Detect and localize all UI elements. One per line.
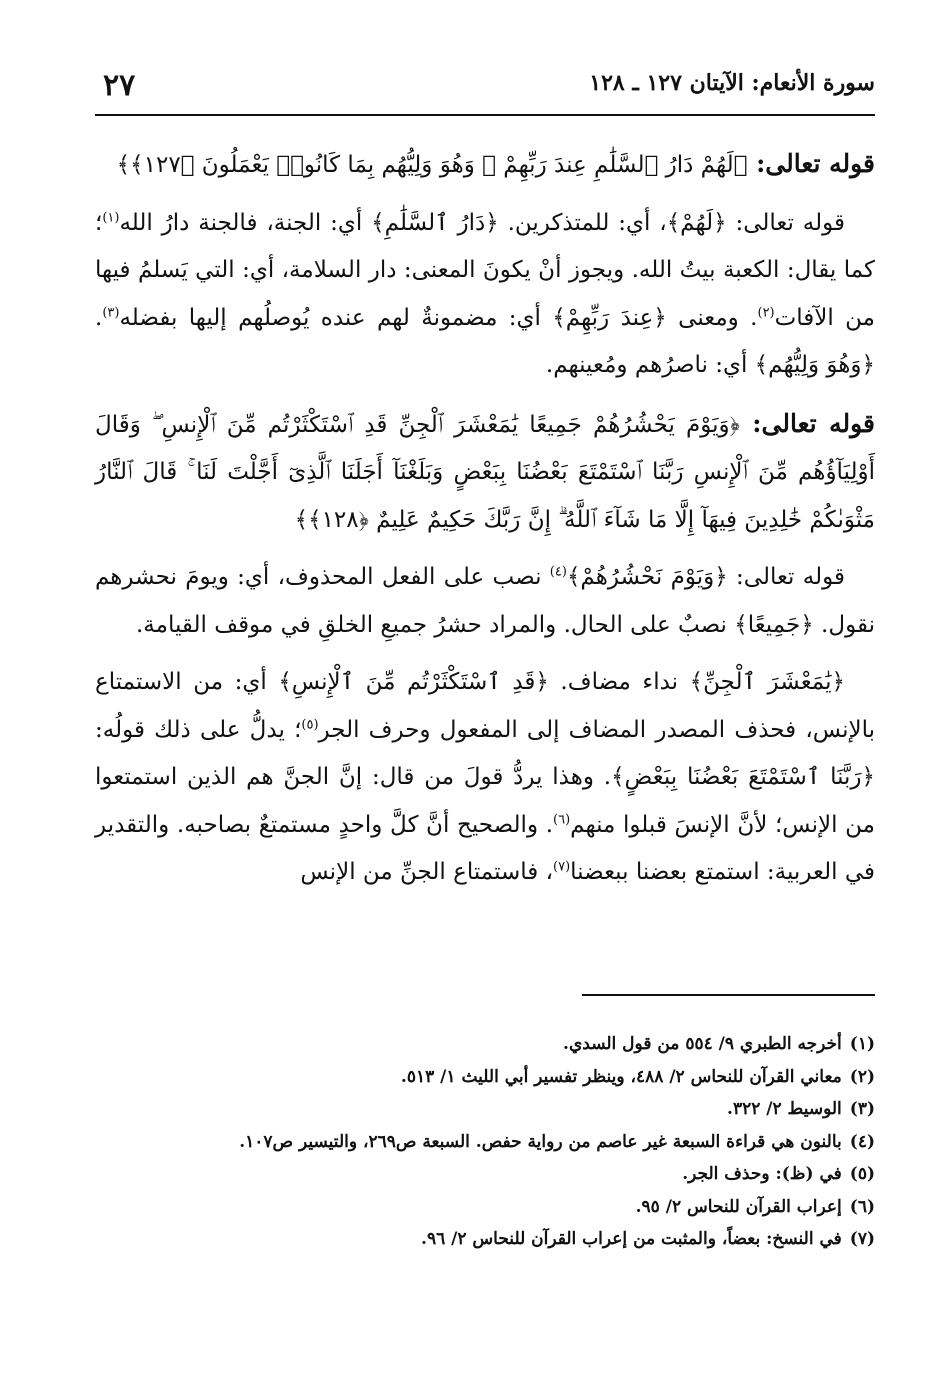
footnote-ref: (٧)	[553, 859, 571, 875]
footnote	[95, 1126, 875, 1159]
footnote-text: بالنون هي قراءة السبعة غير عاصم من رواية حفص. السبعة ص٢٦٩، والتيسير ص١٠٧.	[239, 1131, 842, 1152]
quran-verse: ﴿وَيَوْمَ يَحْشُرُهُمْ جَمِيعًا يَٰمَعْشَرَ ٱلْجِنِّ قَدِ ٱسْتَكْثَرْتُم مِّنَ ٱلْإِنسِ ۖ وَقَالَ أَوْلِيَآؤُهُم مِّنَ ٱلْإِنسِ رَبَّنَا ٱسْتَمْتَعَ بَعْضُنَا بِبَعْضٍ وَبَلَغْنَآ أَجَلَنَا ٱلَّذِىٓ أَجَّلْتَ لَنَا ۚ قَالَ ٱلنَّارُ مَثْوَىٰكُمْ خَٰلِدِينَ فِيهَآ إِلَّا مَا شَآءَ ٱللَّهُ ۗ إِنَّ رَبَّكَ حَكِيمٌ عَلِيمٌ ﴿١٢٨﴾﴾	[95, 411, 875, 533]
quran-verse: ﴿لَهُمْ دَارُ ٱلسَّلَٰمِ عِندَ رَبِّهِمْ ۖ وَهُوَ وَلِيُّهُم بِمَا كَانُوا۟ يَعْمَلُونَ ﴿١٢٧﴾﴾	[116, 152, 748, 178]
footnote-number: (٧)	[849, 1229, 875, 1249]
footnote-text: معاني القرآن للنحاس ٢/ ٤٨٨، وينظر تفسير أبي الليث ١/ ٥١٣.	[400, 1066, 842, 1087]
page-number: ٢٧	[103, 68, 136, 103]
footnote-number: (٤)	[849, 1131, 875, 1152]
footnote-text: إعراب القرآن للنحاس ٢/ ٩٥.	[635, 1196, 842, 1217]
footnote-ref: (٢)	[757, 304, 775, 320]
text-segment: ؛ يدلُّ على ذلك قولُه: ﴿رَبَّنَا ٱسْتَمْتَعَ بَعْضُنَا بِبَعْضٍ﴾. وهذا يردُّ قولَ من قال: إنَّ الجنَّ هم الذين استمتعوا من الإنس؛ لأنَّ الإنسَ قبلوا منهم	[95, 716, 876, 838]
text-segment: ﴿يَٰمَعْشَرَ ٱلْجِنِّ﴾ نداء مضاف. ﴿قَدِ ٱسْتَكْثَرْتُم مِّنَ ٱلْإِنسِ﴾ أي: من الاستمتاع بالإنس، فحذف المصدر المضاف إلى المفعول وحرف الجر	[95, 669, 876, 743]
footnote-number: (٢)	[849, 1066, 875, 1087]
commentary-paragraph	[95, 554, 875, 649]
footnote-number: (١)	[849, 1034, 875, 1054]
text-segment: قوله تعالى: ﴿وَيَوْمَ نَحْشُرُهُمْ﴾	[566, 564, 845, 590]
running-header	[95, 68, 875, 108]
footnote-ref: (١)	[102, 209, 120, 225]
footnote-divider	[582, 994, 875, 996]
footnotes	[95, 1028, 875, 1256]
header-divider	[95, 114, 875, 116]
text-segment: . ومعنى ﴿عِندَ رَبِّهِمْ﴾ أي: مضمونةٌ لهم عنده يُوصلُهم إليها بفضله	[119, 304, 758, 331]
footnote-ref: (٥)	[301, 716, 319, 732]
text-segment: ؛ كما يقال: الكعبة بيتُ الله. ويجوز أنْ يكونَ المعنى: دار السلامة، أي: التي يَسلمُ فيها من الآفات	[95, 209, 875, 331]
footnote-ref: (٦)	[553, 811, 571, 827]
footnote	[95, 1191, 875, 1224]
footnote-number: (٣)	[849, 1099, 875, 1119]
main-text	[95, 140, 875, 897]
footnote-text: في (ظ): وحذف الجر.	[682, 1164, 842, 1184]
text-segment: . والصحيح أنَّ كلَّ واحدٍ مستمتعٌ بصاحبه. والتقدير في العربية: استمتع بعضنا ببعضنا	[95, 811, 875, 885]
commentary-paragraph	[95, 200, 875, 390]
footnote	[95, 1093, 875, 1126]
text-segment: نصب على الفعل المحذوف، أي: ويومَ نحشرهم نقول. ﴿جَمِيعًا﴾ نصبٌ على الحال. والمراد حشرُ جميعِ الخلقِ في موقف القيامة.	[95, 564, 875, 638]
text-segment: ، فاستمتاع الجنِّ من الإنس	[300, 859, 554, 885]
footnote-ref: (٤)	[549, 564, 567, 580]
footnote	[95, 1223, 875, 1256]
footnote	[95, 1158, 875, 1191]
verse-heading-128	[95, 400, 875, 545]
footnote-text: الوسيط ٢/ ٣٢٢.	[727, 1099, 842, 1119]
text-segment: قوله تعالى: ﴿لَهُمْ﴾، أي: للمتذكرين. ﴿دَارُ ٱلسَّلَٰمِ﴾ أي: الجنة، فالجنة دارُ الله	[119, 209, 845, 236]
footnote-text: في النسخ: بعضاً، والمثبت من إعراب القرآن للنحاس ٢/ ٩٦.	[421, 1229, 842, 1249]
footnote-ref: (٣)	[102, 304, 120, 320]
footnote	[95, 1061, 875, 1094]
footnote-number: (٥)	[849, 1164, 875, 1184]
footnote	[95, 1028, 875, 1061]
footnote-number: (٦)	[849, 1196, 875, 1217]
commentary-paragraph	[95, 659, 875, 897]
verse-heading-127	[95, 140, 875, 190]
header-title: سورة الأنعام: الآيتان ١٢٧ ـ ١٢٨	[589, 70, 875, 96]
verse-lead: قوله تعالى:	[747, 149, 875, 178]
verse-lead: قوله تعالى:	[739, 408, 875, 438]
footnote-text: أخرجه الطبري ٩/ ٥٥٤ من قول السدي.	[563, 1034, 842, 1054]
text-segment: . ﴿وَهُوَ وَلِيُّهُم﴾ أي: ناصرُهم ومُعينهم.	[95, 304, 875, 378]
